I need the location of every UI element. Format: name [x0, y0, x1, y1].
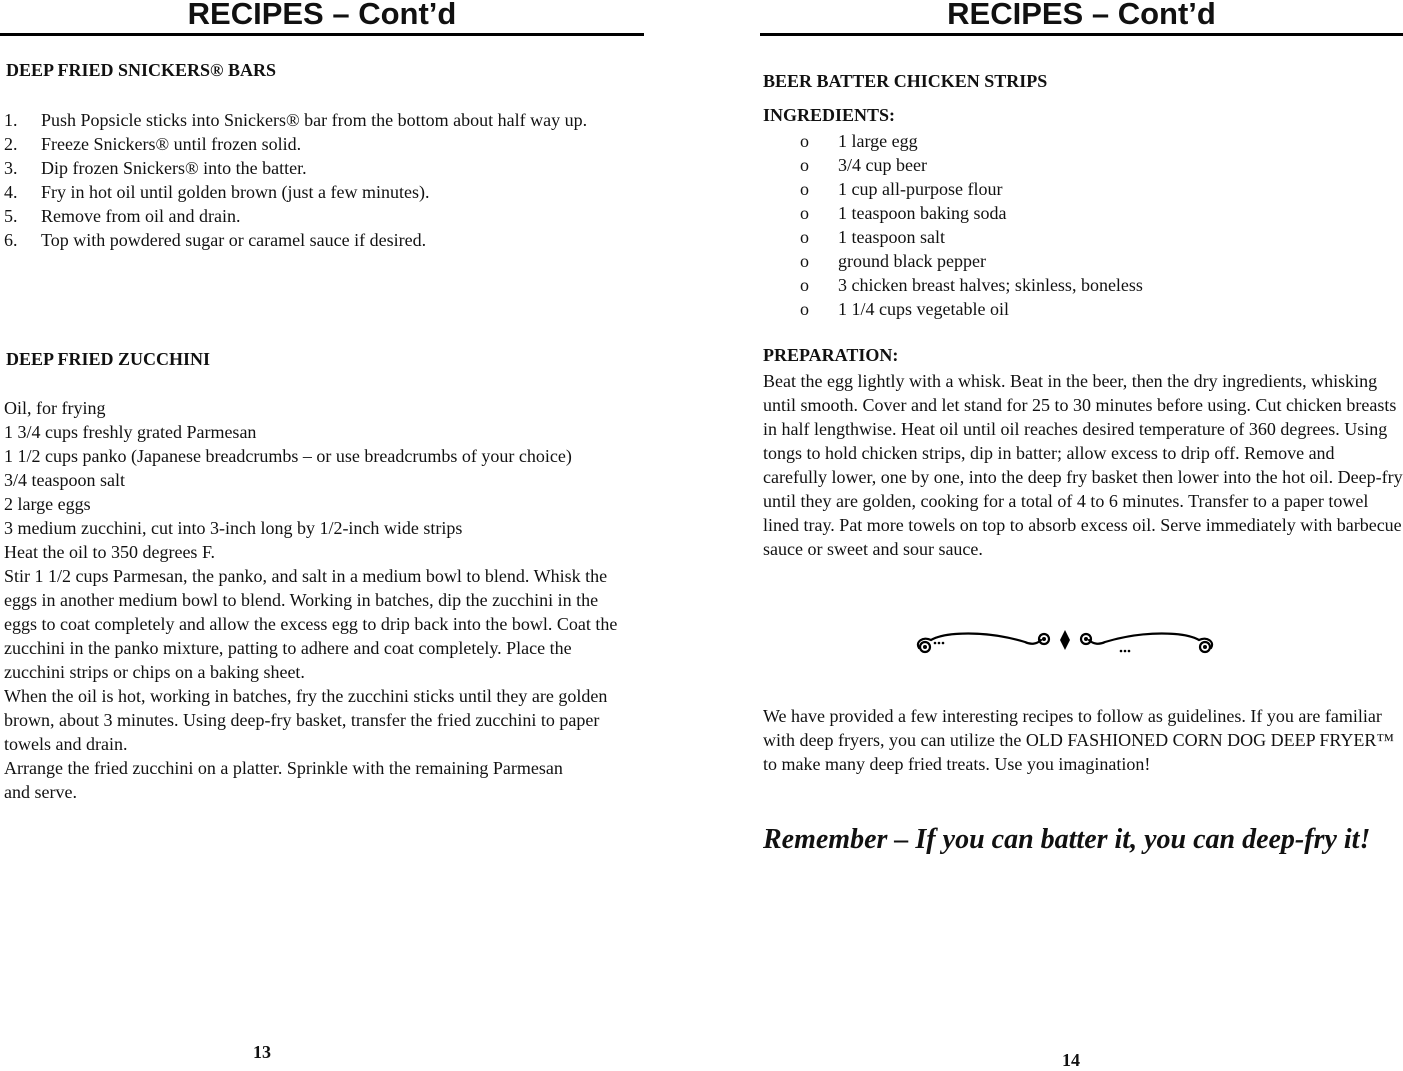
header-rule [0, 33, 644, 36]
step-item: 4. Fry in hot oil until golden brown (just a few minutes). [4, 182, 430, 202]
recipe-line: 3 medium zucchini, cut into 3-inch long by 1/2-inch wide strips [4, 518, 463, 538]
page-number: 13 [253, 1042, 271, 1062]
ingredients-list [800, 129, 1143, 321]
step-item: 5. Remove from oil and drain. [4, 206, 241, 226]
recipe-line: Arrange the fried zucchini on a platter. Sprinkle with the remaining Parmesan and serve. [4, 758, 563, 802]
step-item: 3. Dip frozen Snickers® into the batter. [4, 158, 307, 178]
recipe-steps [4, 108, 624, 252]
page-header: RECIPES – Cont’d [187, 0, 457, 31]
ornament-divider-icon [905, 620, 1225, 664]
recipe-line: Oil, for frying [4, 398, 106, 418]
page-number: 14 [1062, 1050, 1080, 1070]
ingredient-item: o 1 large egg [800, 131, 918, 151]
ingredient-item: o 3 chicken breast halves; skinless, boneless [800, 275, 1143, 295]
ingredient-item: o 1 teaspoon salt [800, 227, 945, 247]
step-item: 1. Push Popsicle sticks into Snickers® bar from the bottom about half way up. [4, 110, 588, 130]
ingredient-item: o 1 cup all-purpose flour [800, 179, 1003, 199]
step-item: 6. Top with powdered sugar or caramel sauce if desired. [4, 230, 427, 250]
header-rule [760, 33, 1403, 36]
recipe-title: BEER BATTER CHICKEN STRIPS [763, 71, 1048, 91]
left-page [0, 0, 644, 1068]
recipe-line: Heat the oil to 350 degrees F. [4, 542, 216, 562]
preparation-text: Beat the egg lightly with a whisk. Beat in the beer, then the dry ingredients, whisking until smooth. Cover and let stand for 25 to 30 minutes before using. Cut chicken breasts in half lengthwise. Heat oil until oil reaches desired temperature of 360 degrees. Using tongs to hold chicken strips, dip in batter; allow excess to drip off. Remove and carefully lower, one by one, into the deep fry basket then lower into the hot oil. Deep-fry until they are golden, cooking for a total of 4 to 6 minutes. Transfer to a paper towel lined tray. Pat more towels on top to absorb excess oil. Serve immediately with barbecue sauce or sweet and sour sauce. [763, 371, 1403, 559]
ingredient-item: o 1 1/4 cups vegetable oil [800, 299, 1009, 319]
recipe-line: 2 large eggs [4, 494, 91, 514]
recipe-line: 3/4 teaspoon salt [4, 470, 125, 490]
recipe-title: DEEP FRIED SNICKERS® BARS [6, 60, 277, 80]
ingredients-heading: INGREDIENTS: [763, 105, 896, 125]
ingredient-item: o 1 teaspoon baking soda [800, 203, 1007, 223]
recipe-line: 1 3/4 cups freshly grated Parmesan [4, 422, 257, 442]
ingredient-item: o ground black pepper [800, 251, 986, 271]
recipe-title: DEEP FRIED ZUCCHINI [6, 349, 211, 369]
preparation-heading: PREPARATION: [763, 345, 899, 365]
intro-text: We have provided a few interesting recipes to follow as guidelines. If you are familiar with deep fryers, you can utilize the OLD FASHIONED CORN DOG DEEP FRYER™ to make many deep fried treats. Use you imagination! [763, 706, 1395, 774]
recipe-line: When the oil is hot, working in batches, fry the zucchini sticks until they are golden brown, about 3 minutes. Using deep-fry basket, transfer the fried zucchini to paper towels and drain. [4, 686, 608, 754]
slogan: Remember – If you can batter it, you can deep-fry it! [763, 824, 1371, 855]
recipe-line: 1 1/2 cups panko (Japanese breadcrumbs – or use breadcrumbs of your choice) [4, 446, 572, 466]
recipe-line: Stir 1 1/2 cups Parmesan, the panko, and salt in a medium bowl to blend. Whisk the eggs in another medium bowl to blend. Working in batches, dip the zucchini in the eggs to coat completely and allow the excess egg to drip back into the bowl. Coat the zucchini in the panko mixture, patting to adhere and coat completely. Place the zucchini strips or chips on a baking sheet. [4, 566, 618, 682]
step-item: 2. Freeze Snickers® until frozen solid. [4, 134, 302, 154]
right-page [760, 0, 1403, 1068]
ingredient-item: o 3/4 cup beer [800, 155, 927, 175]
page-header: RECIPES – Cont’d [947, 0, 1216, 31]
recipe-body [4, 396, 642, 804]
